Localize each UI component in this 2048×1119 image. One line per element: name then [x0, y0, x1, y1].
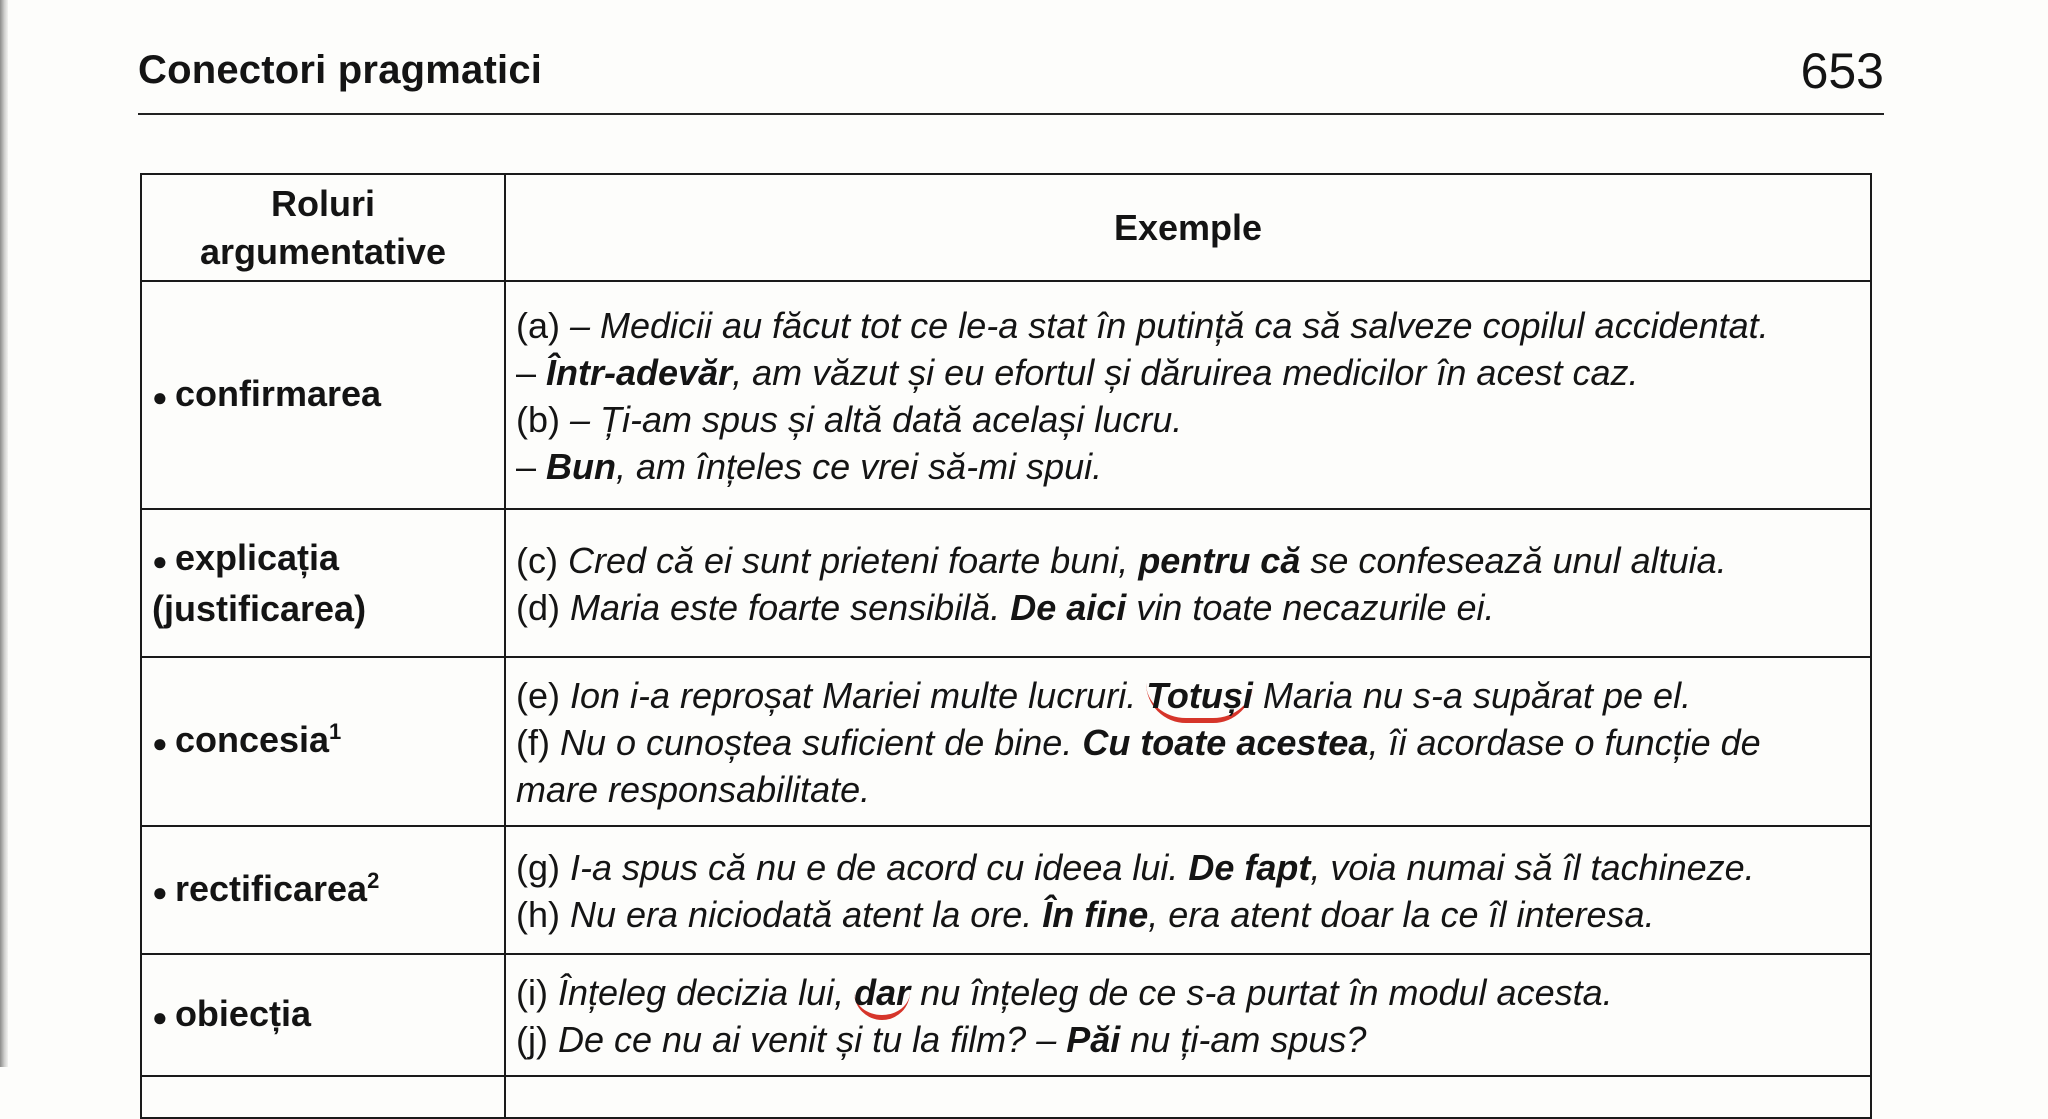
role-cell [141, 657, 505, 826]
bullet-icon: ● [152, 381, 175, 412]
example-label: (b) [516, 399, 570, 440]
examples-cell [505, 954, 1871, 1076]
example-text: Ion i-a reproșat Mariei multe lucruri. [570, 675, 1147, 716]
example-text: , era atent doar la ce îl interesa. [1148, 894, 1655, 935]
table-row [141, 281, 1871, 509]
example-text: Nu o cunoștea suficient de bine. [559, 722, 1083, 763]
example-text: Maria este foarte sensibilă. [570, 587, 1011, 628]
role-cell [141, 281, 505, 509]
example-label: (a) [516, 305, 570, 346]
connector-word: Cu toate acestea [1082, 722, 1369, 763]
connector-word: De fapt [1188, 847, 1311, 888]
connector-word: Păi [1066, 1019, 1121, 1060]
footnote-marker: 1 [329, 719, 342, 744]
example-label: (j) [516, 1019, 558, 1060]
example-line [516, 349, 1864, 396]
example-text: Nu era niciodată atent la ore. [570, 894, 1043, 935]
example-line [516, 584, 1864, 631]
bullet-icon: ● [152, 728, 175, 758]
example-text: vin toate necazurile ei. [1126, 587, 1495, 628]
table-row [141, 826, 1871, 954]
example-line [516, 969, 1864, 1016]
example-line [516, 891, 1864, 938]
example-label: (e) [516, 675, 570, 716]
connector-word: pentru că [1138, 540, 1301, 581]
example-text: , voia numai să îl tachineze. [1310, 847, 1755, 888]
example-text: nu ți-am spus? [1120, 1019, 1367, 1060]
example-line [516, 396, 1864, 443]
dialogue-dash: – [516, 446, 547, 487]
bullet-icon: ● [152, 876, 175, 907]
example-label: (f) [516, 722, 560, 763]
connector-word: Bun [546, 446, 617, 487]
example-label: (h) [516, 894, 570, 935]
page-header [138, 42, 1884, 114]
example-text: se confesează unul altuia. [1300, 540, 1727, 581]
header-examples: Exemple [505, 174, 1871, 281]
connector-word: dar [854, 972, 910, 1020]
example-line [516, 1016, 1864, 1063]
role-cell [141, 1076, 505, 1118]
header-roles: Roluri argumentative [141, 174, 505, 281]
connector-word: Într-adevăr [546, 352, 733, 393]
connector-word: De aici [1010, 587, 1127, 628]
example-text: , am înțeles ce vrei să-mi spui. [616, 446, 1103, 487]
example-label: (c) [516, 540, 568, 581]
example-line [516, 719, 1864, 766]
table-header-row [141, 174, 1871, 281]
example-line [516, 766, 1864, 813]
example-text: nu înțeleg de ce s-a purtat în modul acesta. [910, 972, 1613, 1013]
page-number: 653 [1800, 43, 1884, 99]
connector-word: În fine [1042, 894, 1149, 935]
connectors-table [140, 173, 1872, 1119]
table-row [141, 954, 1871, 1076]
example-line [516, 302, 1864, 349]
role-label: rectificarea [174, 867, 368, 909]
dialogue-dash: – [516, 352, 547, 393]
example-text: Înțeleg decizia lui, [557, 972, 855, 1013]
role-cell [141, 826, 505, 954]
example-line [516, 672, 1864, 719]
examples-cell [505, 657, 1871, 826]
examples-cell [505, 281, 1871, 509]
role-label: explicația (justificarea) [152, 536, 367, 629]
example-label: (i) [516, 972, 558, 1013]
bullet-icon: ● [152, 545, 175, 576]
example-text: , îi acordase o funcție de [1368, 722, 1761, 763]
example-text: – Ți-am spus și altă dată același lucru. [570, 399, 1183, 440]
example-text: Maria nu s-a supărat pe el. [1252, 675, 1692, 716]
example-text: Cred că ei sunt prieteni foarte buni, [567, 540, 1139, 581]
example-text: I-a spus că nu e de acord cu ideea lui. [570, 847, 1189, 888]
role-label: confirmarea [174, 372, 382, 414]
header-rule [138, 113, 1884, 115]
connector-word: Totuși [1146, 675, 1253, 723]
example-line [516, 443, 1864, 490]
table-row [141, 509, 1871, 657]
page-spine-shadow [0, 0, 8, 1067]
example-text: mare responsabilitate. [516, 769, 871, 810]
examples-cell [505, 509, 1871, 657]
example-label: (g) [516, 847, 570, 888]
example-text: , am văzut și eu efortul și dăruirea medicilor în acest caz. [732, 352, 1639, 393]
role-cell [141, 509, 505, 657]
bullet-icon: ● [152, 1001, 175, 1032]
role-cell [141, 954, 505, 1076]
role-label: concesia [174, 719, 330, 760]
example-label: (d) [516, 587, 570, 628]
example-line [516, 537, 1864, 584]
example-text: – Medicii au făcut tot ce le-a stat în putință ca să salveze copilul accidentat. [570, 305, 1769, 346]
example-line [516, 844, 1864, 891]
table-row-cutoff [141, 1076, 1871, 1118]
page-title: Conectori pragmatici [138, 48, 543, 92]
table-row [141, 657, 1871, 826]
examples-cell [505, 1076, 1871, 1118]
examples-cell [505, 826, 1871, 954]
example-text: De ce nu ai venit și tu la film? – [557, 1019, 1067, 1060]
footnote-marker: 2 [367, 867, 380, 893]
role-label: obiecția [174, 992, 311, 1034]
